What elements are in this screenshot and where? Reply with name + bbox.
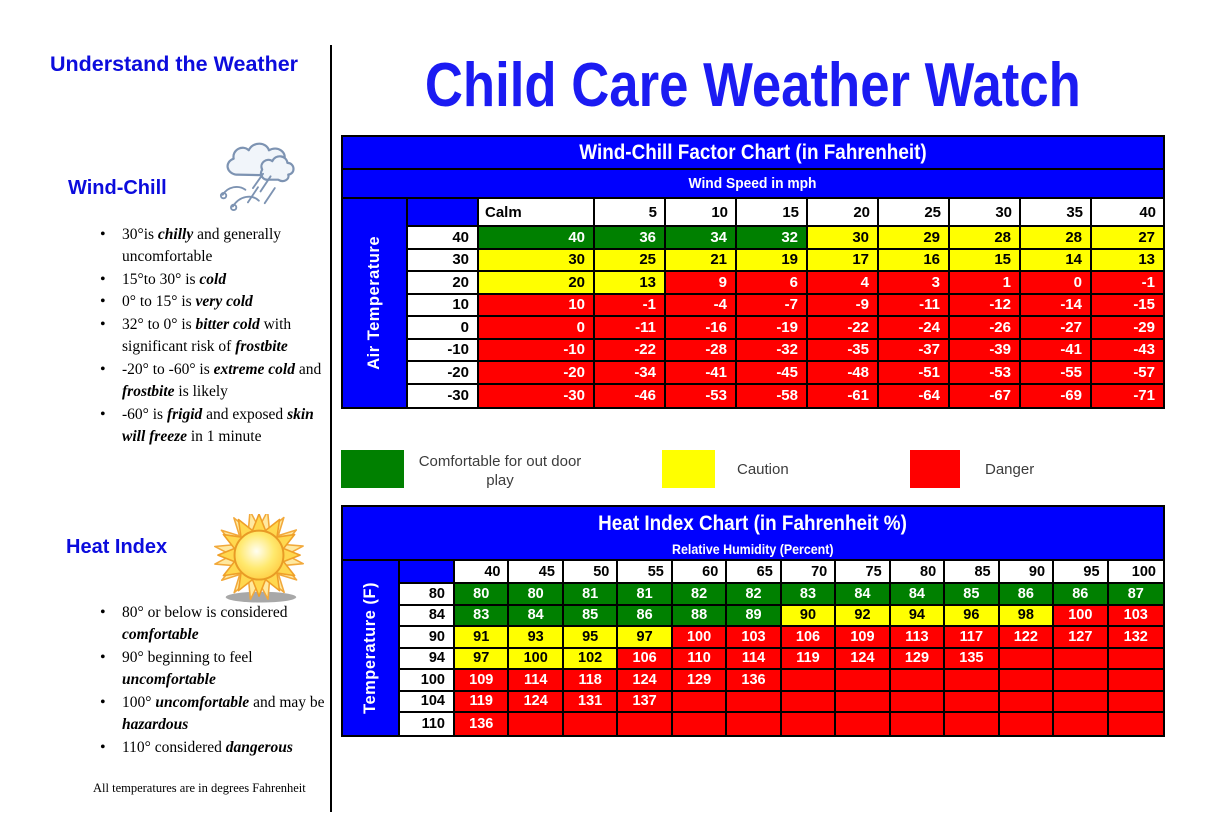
legend-label-danger: Danger xyxy=(985,461,1035,478)
wind-chill-cell: -37 xyxy=(879,340,950,363)
heat-index-cell: 84 xyxy=(509,606,563,628)
heat-index-cell: 98 xyxy=(1000,606,1054,628)
heat-index-cell xyxy=(891,670,945,692)
wind-chill-cell-col-header: 20 xyxy=(808,199,879,227)
bullet-item: • 15°to 30° is cold xyxy=(93,269,333,291)
wind-chill-cell: 19 xyxy=(737,250,808,273)
heat-index-cell-corner xyxy=(400,561,455,584)
heat-index-cell: 100 xyxy=(509,649,563,671)
heat-index-cell: 118 xyxy=(564,670,618,692)
wind-chill-cell-col-header: 30 xyxy=(950,199,1021,227)
bullet-item: • 80° or below is considered comfortable xyxy=(93,602,333,647)
heat-index-cell xyxy=(891,692,945,714)
heat-index-cell: 86 xyxy=(1054,584,1108,606)
heat-index-cell: 84 xyxy=(891,584,945,606)
wind-chill-cell-col-header: Calm xyxy=(479,199,595,227)
wind-chill-cell: 20 xyxy=(479,272,595,295)
sidebar-title: Understand the Weather xyxy=(49,52,299,76)
heat-index-cell xyxy=(727,713,781,735)
legend-swatch-danger xyxy=(910,450,960,488)
heat-index-cell: 97 xyxy=(455,649,509,671)
wind-chill-cell: 17 xyxy=(808,250,879,273)
heat-index-cell: 136 xyxy=(455,713,509,735)
wind-chill-cell-row-header: -30 xyxy=(408,385,479,408)
wind-chill-cell: 1 xyxy=(950,272,1021,295)
wind-chill-cell: -19 xyxy=(737,317,808,340)
heat-index-cell xyxy=(564,713,618,735)
heat-index-chart xyxy=(341,505,1165,737)
wind-chill-cell: -39 xyxy=(950,340,1021,363)
heat-index-cell xyxy=(891,713,945,735)
heat-index-cell xyxy=(1054,670,1108,692)
heat-index-cell: 80 xyxy=(455,584,509,606)
heat-index-cell: 86 xyxy=(618,606,672,628)
wind-chill-cell: 6 xyxy=(737,272,808,295)
heat-index-cell: 109 xyxy=(455,670,509,692)
wind-chill-cell: -29 xyxy=(1092,317,1163,340)
wind-chill-cell: -55 xyxy=(1021,362,1092,385)
heat-index-cell: 127 xyxy=(1054,627,1108,649)
wind-chill-cell-row-header: 40 xyxy=(408,227,479,250)
heat-index-cell xyxy=(945,692,999,714)
heat-index-cell: 114 xyxy=(727,649,781,671)
heat-index-cell xyxy=(1000,670,1054,692)
heat-index-cell: 129 xyxy=(673,670,727,692)
heat-index-cell: 80 xyxy=(509,584,563,606)
legend-swatch-caution xyxy=(662,450,715,488)
heat-index-cell: 117 xyxy=(945,627,999,649)
heat-index-cell: 92 xyxy=(836,606,890,628)
heat-index-cell xyxy=(782,670,836,692)
wind-chill-cell: 40 xyxy=(479,227,595,250)
wind-chill-cell: 28 xyxy=(950,227,1021,250)
wind-blown-clouds-icon xyxy=(216,134,300,222)
heat-index-chart-title: Heat Index Chart (in Fahrenheit %) xyxy=(343,507,1163,540)
wind-chill-cell: -45 xyxy=(737,362,808,385)
wind-chill-cell-col-header: 35 xyxy=(1021,199,1092,227)
heat-index-cell-col-header: 85 xyxy=(945,561,999,584)
heat-index-cell: 122 xyxy=(1000,627,1054,649)
heat-index-cell-row-header: 90 xyxy=(400,627,455,649)
wind-chill-cell-row-header: 30 xyxy=(408,250,479,273)
wind-chill-chart-title: Wind-Chill Factor Chart (in Fahrenheit) xyxy=(343,137,1163,170)
heat-index-cell-col-header: 50 xyxy=(564,561,618,584)
wind-chill-cell: 0 xyxy=(479,317,595,340)
heat-index-cell-col-header: 95 xyxy=(1054,561,1108,584)
heat-index-cell: 103 xyxy=(1109,606,1163,628)
wind-chill-cell: -58 xyxy=(737,385,808,408)
wind-chill-cell: 13 xyxy=(595,272,666,295)
wind-chill-chart xyxy=(341,135,1165,409)
wind-chill-cell: -64 xyxy=(879,385,950,408)
heat-index-cell-col-header: 80 xyxy=(891,561,945,584)
wind-chill-cell-col-header: 40 xyxy=(1092,199,1163,227)
heat-index-table xyxy=(343,559,1163,735)
wind-chill-cell: 16 xyxy=(879,250,950,273)
heat-index-cell xyxy=(782,713,836,735)
wind-chill-cell: -27 xyxy=(1021,317,1092,340)
heat-index-cell xyxy=(618,713,672,735)
heat-index-cell: 106 xyxy=(618,649,672,671)
wind-chill-cell: -16 xyxy=(666,317,737,340)
wind-chill-cell-row-header: 10 xyxy=(408,295,479,318)
wind-chill-cell-row-header: -20 xyxy=(408,362,479,385)
wind-chill-cell-row-header: 20 xyxy=(408,272,479,295)
heat-index-cell-row-header: 100 xyxy=(400,670,455,692)
wind-chill-cell: -57 xyxy=(1092,362,1163,385)
heat-index-cell: 102 xyxy=(564,649,618,671)
heat-index-cell xyxy=(1109,670,1163,692)
wind-chill-cell: -7 xyxy=(737,295,808,318)
heat-index-cell: 131 xyxy=(564,692,618,714)
heat-index-cell: 88 xyxy=(673,606,727,628)
wind-chill-cell: -11 xyxy=(595,317,666,340)
heat-index-cell: 124 xyxy=(836,649,890,671)
wind-chill-cell: -12 xyxy=(950,295,1021,318)
wind-chill-cell-col-header: 10 xyxy=(666,199,737,227)
heat-index-cell: 91 xyxy=(455,627,509,649)
wind-chill-cell: -53 xyxy=(950,362,1021,385)
wind-chill-cell: -34 xyxy=(595,362,666,385)
heat-index-cell-col-header: 70 xyxy=(782,561,836,584)
wind-chill-cell: -4 xyxy=(666,295,737,318)
heat-index-cell xyxy=(836,692,890,714)
wind-chill-cell: 21 xyxy=(666,250,737,273)
wind-chill-cell: -48 xyxy=(808,362,879,385)
wind-chill-cell-col-header: 15 xyxy=(737,199,808,227)
wind-chill-cell: 4 xyxy=(808,272,879,295)
wind-chill-cell: -15 xyxy=(1092,295,1163,318)
heat-index-cell: 82 xyxy=(673,584,727,606)
wind-chill-cell: 13 xyxy=(1092,250,1163,273)
sun-shadow xyxy=(226,592,296,603)
heat-index-cell: 83 xyxy=(455,606,509,628)
wind-chill-cell: -35 xyxy=(808,340,879,363)
heat-index-cell: 132 xyxy=(1109,627,1163,649)
sun-icon xyxy=(208,514,310,604)
wind-chill-cell: -71 xyxy=(1092,385,1163,408)
heat-index-cell-col-header: 75 xyxy=(836,561,890,584)
wind-chill-cell: 25 xyxy=(595,250,666,273)
heat-index-cell xyxy=(836,713,890,735)
wind-chill-cell: -1 xyxy=(1092,272,1163,295)
heat-index-cell-row-header: 104 xyxy=(400,692,455,714)
heat-index-cell: 93 xyxy=(509,627,563,649)
heat-index-cell: 100 xyxy=(1054,606,1108,628)
heat-index-cell: 90 xyxy=(782,606,836,628)
heat-index-cell: 119 xyxy=(455,692,509,714)
heat-index-cell xyxy=(727,692,781,714)
temperature-units-footnote: All temperatures are in degrees Fahrenheit xyxy=(93,781,306,795)
wind-chill-cell: 34 xyxy=(666,227,737,250)
legend-label-comfortable: Comfortable for out door play xyxy=(418,453,582,489)
heat-index-cell xyxy=(782,692,836,714)
wind-chill-cell: 0 xyxy=(1021,272,1092,295)
color-legend xyxy=(341,448,1165,492)
heat-index-cell: 85 xyxy=(564,606,618,628)
heat-index-cell: 114 xyxy=(509,670,563,692)
heat-index-cell xyxy=(1109,713,1163,735)
wind-chill-bullet-list xyxy=(93,224,333,449)
heat-index-cell-row-header: 80 xyxy=(400,584,455,606)
heat-index-cell-col-header: 55 xyxy=(618,561,672,584)
heat-index-cell: 82 xyxy=(727,584,781,606)
bullet-item: • -20° to -60° is extreme cold and frostbite is likely xyxy=(93,359,333,404)
heat-index-cell: 100 xyxy=(673,627,727,649)
heat-index-cell xyxy=(673,713,727,735)
heat-index-cell: 84 xyxy=(836,584,890,606)
heat-index-cell xyxy=(945,670,999,692)
heat-index-cell xyxy=(1109,649,1163,671)
wind-chill-cell: -46 xyxy=(595,385,666,408)
bullet-item: • 30°is chilly and generally uncomfortable xyxy=(93,224,333,269)
wind-chill-cell: -1 xyxy=(595,295,666,318)
heat-index-cell xyxy=(1000,692,1054,714)
heat-index-cell: 113 xyxy=(891,627,945,649)
heat-index-cell: 110 xyxy=(673,649,727,671)
heat-index-cell-row-header: 94 xyxy=(400,649,455,671)
heat-index-cell xyxy=(1054,649,1108,671)
wind-chill-table xyxy=(343,197,1163,407)
legend-label-caution: Caution xyxy=(737,461,789,478)
wind-chill-cell-col-header: 5 xyxy=(595,199,666,227)
wind-chill-cell: 36 xyxy=(595,227,666,250)
heat-index-cell: 96 xyxy=(945,606,999,628)
wind-chill-cell-row-header: 0 xyxy=(408,317,479,340)
heat-index-cell: 137 xyxy=(618,692,672,714)
wind-chill-cell: -22 xyxy=(808,317,879,340)
wind-chill-cell: -22 xyxy=(595,340,666,363)
wind-chill-cell: 30 xyxy=(808,227,879,250)
heat-index-cell: 85 xyxy=(945,584,999,606)
wind-chill-cell: -9 xyxy=(808,295,879,318)
heat-index-cell xyxy=(1054,692,1108,714)
heat-index-cell xyxy=(673,692,727,714)
relative-humidity-axis-label: Relative Humidity (Percent) xyxy=(343,540,1163,559)
wind-chill-cell: 14 xyxy=(1021,250,1092,273)
heat-index-cell: 94 xyxy=(891,606,945,628)
heat-index-cell-row-header: 84 xyxy=(400,606,455,628)
heat-index-cell xyxy=(509,713,563,735)
wind-chill-cell: -41 xyxy=(1021,340,1092,363)
heat-index-cell: 86 xyxy=(1000,584,1054,606)
wind-chill-cell-row-header: -10 xyxy=(408,340,479,363)
heat-index-cell: 129 xyxy=(891,649,945,671)
heat-index-cell-col-header: 60 xyxy=(673,561,727,584)
bullet-item: • 110° considered dangerous xyxy=(93,737,333,759)
wind-chill-cell: -28 xyxy=(666,340,737,363)
heat-index-cell: 89 xyxy=(727,606,781,628)
wind-chill-cell: 27 xyxy=(1092,227,1163,250)
wind-chill-cell: -11 xyxy=(879,295,950,318)
heat-index-cell: 124 xyxy=(618,670,672,692)
heat-index-cell xyxy=(836,670,890,692)
wind-chill-cell: -53 xyxy=(666,385,737,408)
wind-chill-cell: 9 xyxy=(666,272,737,295)
heat-index-cell: 109 xyxy=(836,627,890,649)
wind-chill-cell: -41 xyxy=(666,362,737,385)
heat-index-cell-row-header: 110 xyxy=(400,713,455,735)
bullet-item: • 32° to 0° is bitter cold with significant risk of frostbite xyxy=(93,314,333,359)
heat-index-cell-col-header: 40 xyxy=(455,561,509,584)
heat-index-cell: 95 xyxy=(564,627,618,649)
heat-index-cell-col-header: 45 xyxy=(509,561,563,584)
heat-index-cell: 81 xyxy=(618,584,672,606)
wind-chill-cell: 10 xyxy=(479,295,595,318)
legend-swatch-comfortable xyxy=(341,450,404,488)
wind-chill-cell: -30 xyxy=(479,385,595,408)
heat-index-cell: 136 xyxy=(727,670,781,692)
wind-chill-cell: 15 xyxy=(950,250,1021,273)
wind-chill-cell: 28 xyxy=(1021,227,1092,250)
wind-chill-cell-row-axis: Air Temperature xyxy=(343,199,408,407)
heat-index-cell: 103 xyxy=(727,627,781,649)
wind-chill-cell: -24 xyxy=(879,317,950,340)
wind-chill-cell: -61 xyxy=(808,385,879,408)
wind-chill-cell: 3 xyxy=(879,272,950,295)
wind-chill-cell: -32 xyxy=(737,340,808,363)
heat-index-cell-col-header: 90 xyxy=(1000,561,1054,584)
heat-index-cell: 87 xyxy=(1109,584,1163,606)
bullet-item: • 90° beginning to feel uncomfortable xyxy=(93,647,333,692)
wind-chill-cell: -10 xyxy=(479,340,595,363)
wind-speed-axis-label: Wind Speed in mph xyxy=(343,170,1163,197)
heat-index-cell: 135 xyxy=(945,649,999,671)
bullet-item: • 0° to 15° is very cold xyxy=(93,291,333,313)
heat-index-cell: 119 xyxy=(782,649,836,671)
wind-chill-cell: -43 xyxy=(1092,340,1163,363)
wind-chill-cell: -26 xyxy=(950,317,1021,340)
wind-chill-cell: -20 xyxy=(479,362,595,385)
wind-chill-cell: 29 xyxy=(879,227,950,250)
heat-index-cell: 81 xyxy=(564,584,618,606)
heat-index-cell xyxy=(1000,649,1054,671)
heat-index-cell-row-axis: Temperature (F) xyxy=(343,561,400,735)
wind-chill-cell: 30 xyxy=(479,250,595,273)
wind-chill-cell: -67 xyxy=(950,385,1021,408)
heat-index-cell xyxy=(1109,692,1163,714)
heat-index-cell: 83 xyxy=(782,584,836,606)
heat-index-heading: Heat Index xyxy=(66,536,168,558)
heat-index-cell xyxy=(945,713,999,735)
heat-index-cell-col-header: 100 xyxy=(1109,561,1163,584)
heat-index-cell-col-header: 65 xyxy=(727,561,781,584)
page-title: Child Care Weather Watch xyxy=(425,50,1081,120)
wind-chill-cell-corner xyxy=(408,199,479,227)
bullet-item: • -60° is frigid and exposed skin will freeze in 1 minute xyxy=(93,404,333,449)
heat-index-cell xyxy=(1054,713,1108,735)
heat-index-bullet-list xyxy=(93,602,333,759)
heat-index-cell xyxy=(1000,713,1054,735)
heat-index-cell: 106 xyxy=(782,627,836,649)
bullet-item: • 100° uncomfortable and may be hazardous xyxy=(93,692,333,737)
wind-chill-cell: -69 xyxy=(1021,385,1092,408)
heat-index-cell: 97 xyxy=(618,627,672,649)
wind-chill-cell: -14 xyxy=(1021,295,1092,318)
wind-chill-cell: -51 xyxy=(879,362,950,385)
wind-chill-cell: 32 xyxy=(737,227,808,250)
wind-chill-heading: Wind-Chill xyxy=(68,177,167,199)
heat-index-cell: 124 xyxy=(509,692,563,714)
wind-chill-cell-col-header: 25 xyxy=(879,199,950,227)
